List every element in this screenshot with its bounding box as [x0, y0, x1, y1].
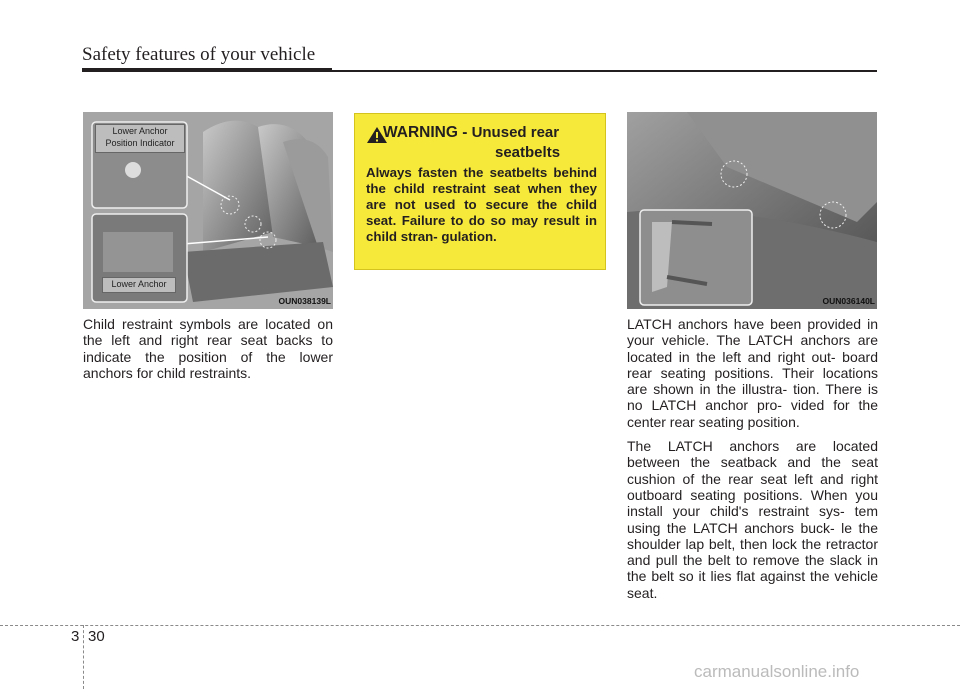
latch-seat-drawing: [627, 112, 877, 309]
right-column-text: [627, 316, 878, 609]
warning-subtitle-1: Unused rear: [471, 124, 560, 141]
paragraph-2: The LATCH anchors are located between the seatback and the seat cushion of the rear seat left and right outboard seating positions. When you install your child's restraint sys- tem using the LATCH anchors buck- le the shoulder lap belt, then lock the retractor and pull the belt to remove the slack in the belt so it lies flat against the vehicle seat.: [627, 438, 878, 601]
paragraph-1: LATCH anchors have been provided in your vehicle. The LATCH anchors are located in the left and right out- board rear seating positions. Their locations are shown in the illustra- tion. There is no LATCH anchor pro- vided for the center rear seating position.: [627, 316, 878, 430]
rear-seat-anchor-illustration: [83, 112, 333, 309]
warning-text: Always fasten the seatbelts behind the child restraint seat when they are not used to secure the child seat. Failure to do so may result in child stran- gulation.: [366, 165, 597, 244]
warning-subtitle-2: seatbelts: [495, 144, 561, 161]
header-rule-thin: [332, 70, 877, 72]
footer-vertical-rule: [83, 625, 84, 689]
page-number: 30: [88, 628, 105, 645]
chapter-number: 3: [71, 628, 80, 645]
callout-line-2: Position Indicator: [105, 138, 175, 148]
warning-label: WARNING -: [383, 124, 468, 141]
latch-anchor-illustration: [627, 112, 877, 309]
warning-box: [354, 113, 606, 270]
header-rule-thick: [82, 68, 332, 72]
figure-code: OUN036140L: [822, 296, 875, 306]
footer-rule: [0, 625, 960, 626]
callout-lower-anchor-position-indicator: [95, 124, 185, 153]
callout-lower-anchor: Lower Anchor: [102, 277, 176, 293]
left-column-text: [83, 316, 333, 389]
paragraph: Child restraint symbols are located on the left and right rear seat backs to indicate the position of the lower anchors for child restraints.: [83, 316, 333, 381]
warning-title: [383, 124, 559, 142]
callout-line-1: Lower Anchor: [112, 126, 168, 136]
page-header-title: Safety features of your vehicle: [82, 44, 316, 65]
watermark: carmanualsonline.info: [694, 662, 860, 681]
figure-code: OUN038139L: [278, 296, 331, 306]
